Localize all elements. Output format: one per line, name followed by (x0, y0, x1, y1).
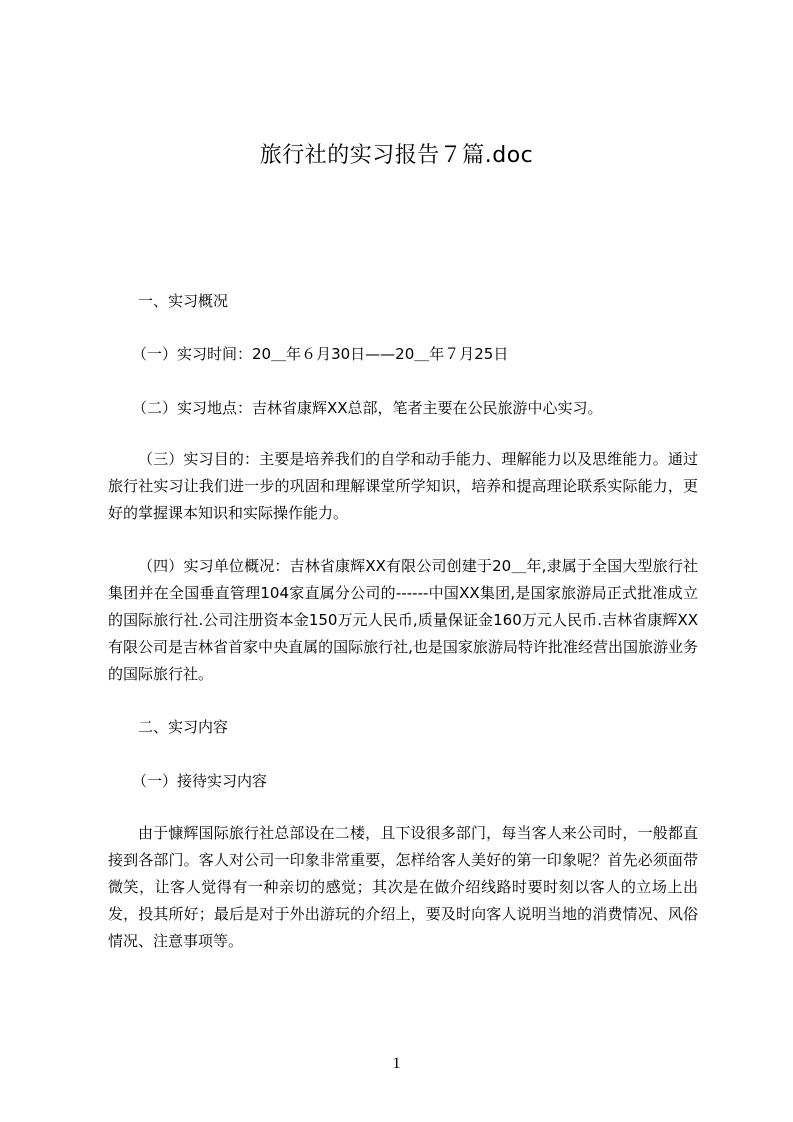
section-heading-content: 二、实习内容 (138, 718, 229, 736)
reception-paragraph: 由于慷辉国际旅行社总部设在二楼，且下设很多部门，每当客人来公司时，一般都直接到各部门。客人对公司一印象非常重要，怎样给客人美好的第一印象呢？首先必须面带微笑，让客人觉得有一种亲切的感觉；其次是在做介绍线路时要时刻以客人的立场上出发，投其所好；最后是对于外出游玩的介绍上，要及时向客人说明当地的消费情况、风俗情况、注意事项等。 (108, 824, 698, 950)
page-number: 1 (392, 1055, 401, 1072)
document-title: 旅行社的实习报告７篇.doc (259, 143, 534, 168)
internship-time: （一）实习时间：20＿年６月30日——20＿年７月25日 (132, 345, 509, 363)
internship-place: （二）实习地点：吉林省康辉XX总部，笔者主要在公民旅游中心实习。 (132, 399, 603, 417)
section-heading-overview: 一、实习概况 (138, 292, 229, 310)
subsection-heading-reception: （一）接待实习内容 (132, 772, 268, 790)
internship-purpose-paragraph: （三）实习目的：主要是培养我们的自学和动手能力、理解能力以及思维能力。通过旅行社实习让我们进一步的巩固和理解课堂所学知识，培养和提高理论联系实际能力，更好的掌握课本知识和实际操作能力。 (108, 450, 698, 522)
internship-unit-paragraph: （四）实习单位概况：吉林省康辉XX有限公司创建于20＿年,隶属于全国大型旅行社集团并在全国垂直管理104家直属分公司的------中国XX集团,是国家旅游局正式批准成立的国际旅行社.公司注册资本金150万元人民币,质量保证金160万元人民币.吉林省康辉XX有限公司是吉林省首家中央直属的国际旅行社,也是国家旅游局特许批准经营出国旅游业务的国际旅行社。 (108, 557, 698, 683)
